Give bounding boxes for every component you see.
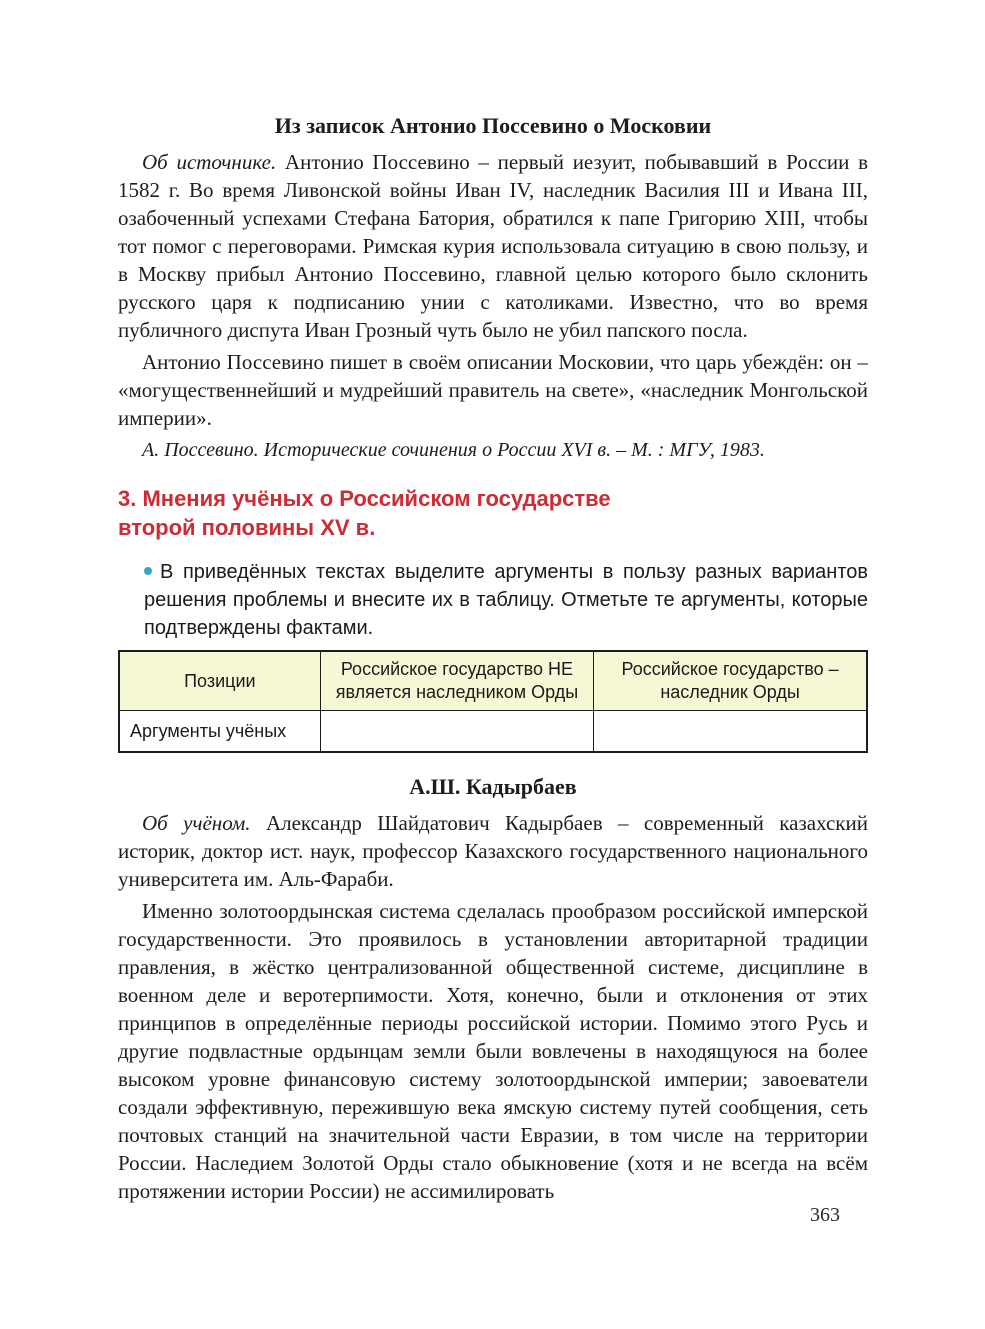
section-heading-line2: второй половины XV в.	[118, 515, 376, 540]
scholar-name-heading: А.Ш. Кадырбаев	[409, 774, 577, 799]
section-heading	[118, 484, 868, 542]
table-cell-empty-not-heir	[320, 711, 594, 753]
table-header-heir: Российское государство – наследник Орды	[594, 651, 867, 711]
page-number: 363	[810, 1204, 840, 1226]
task-bullet-paragraph	[144, 558, 868, 642]
source-citation: А. Поссевино. Исторические сочинения о России XVI в. – М. : МГУ, 1983.	[142, 439, 765, 461]
table-cell-empty-heir	[594, 711, 867, 753]
page-content	[118, 0, 868, 1209]
scholar-about-paragraph	[118, 809, 868, 893]
table-row	[119, 711, 867, 753]
about-source-label: Об источнике.	[142, 150, 277, 174]
about-scholar-label: Об учёном.	[142, 811, 251, 835]
about-source-text: Антонио Поссевино – первый иезуит, побывавший в России в 1582 г. Во время Ливонской войны Иван IV, наследник Василия III и Ивана III, озабоченный успехами Стефана Батория, обратился к папе Григорию XIII, чтобы тот помог с переговорами. Римская курия использовала ситуацию в свою пользу, и в Москву прибыл Антонио Поссевино, главной целью которого было склонить русского царя к подписанию унии с католиками. Известно, что во время публичного диспута Иван Грозный чуть было не убил папского посла.	[118, 150, 868, 342]
table-header-positions: Позиции	[119, 651, 320, 711]
section-heading-line1: 3. Мнения учёных о Российском государстве	[118, 486, 611, 511]
bullet-icon	[144, 567, 152, 575]
source-summary-paragraph: Антонио Поссевино пишет в своём описании Московии, что царь убеждён: он – «могущественнейший и мудрейший правитель на свете», «наследник Монгольской империи».	[118, 350, 868, 430]
table-header-row	[119, 651, 867, 711]
scholar-body-paragraph: Именно золотоордынская система сделалась прообразом российской имперской государственности. Это проявилось в установлении авторитарной традиции правления, в жёстко централизованной общественной системе, дисциплине в военном деле и веротерпимости. Хотя, конечно, были и отклонения от этих принципов в определённые периоды российской истории. Помимо этого Русь и другие подвластные ордынцам земли были вовлечены в находящуюся на более высоком уровне финансовую систему золотоордынской империи; завоеватели создали эффективную, пережившую века ямскую систему путей сообщения, сеть почтовых станций на значительной части Евразии, в том числе на территории России. Наследием Золотой Орды стало обыкновение (хотя и не всегда на всём протяжении истории России) не ассимилировать	[118, 899, 868, 1203]
source-about-paragraph	[118, 148, 868, 344]
arguments-table	[118, 650, 868, 753]
table-cell-row-label: Аргументы учёных	[119, 711, 320, 753]
table-header-not-heir: Российское государство НЕ является наследником Орды	[320, 651, 594, 711]
about-scholar-text: Александр Шайдатович Кадырбаев – современный казахский историк, доктор ист. наук, профессор Казахского государственного национального университета им. Аль-Фараби.	[118, 811, 868, 891]
source-title: Из записок Антонио Поссевино о Московии	[274, 113, 712, 138]
task-bullet-text: В приведённых текстах выделите аргументы в пользу разных вариантов решения проблемы и внесите их в таблицу. Отметьте те аргументы, которые подтверждены фактами.	[144, 561, 868, 639]
